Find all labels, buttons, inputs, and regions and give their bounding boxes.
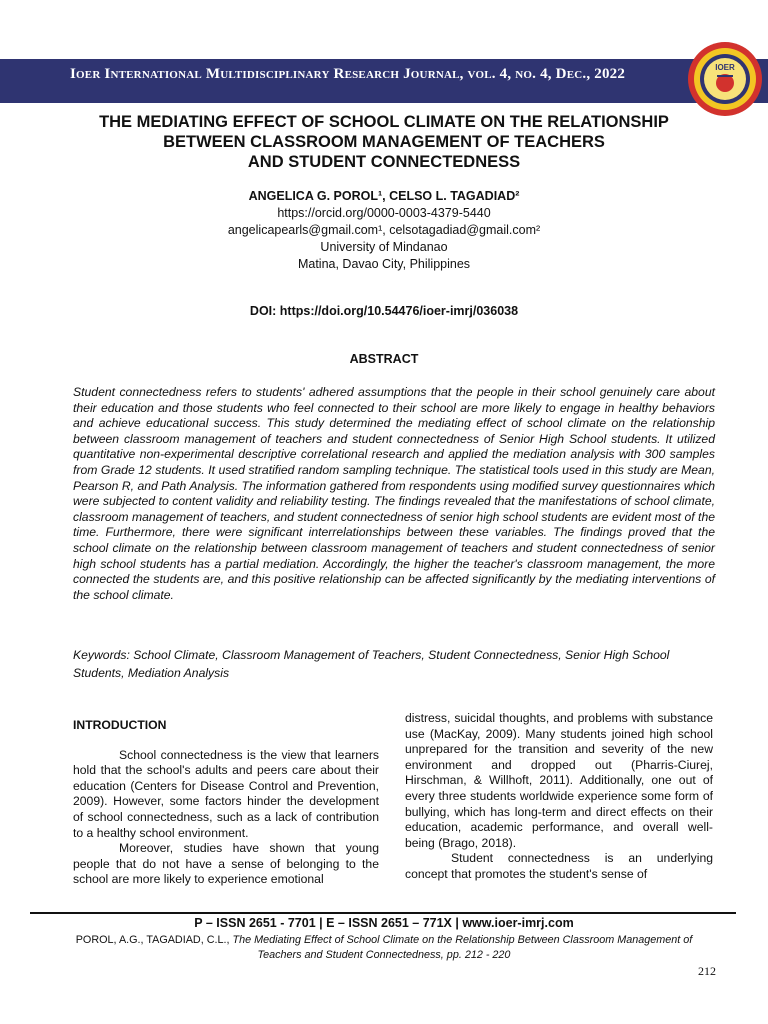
author-names: ANGELICA G. POROL¹, CELSO L. TAGADIAD² (248, 189, 520, 203)
institution: University of Mindanao (320, 240, 448, 254)
paragraph: School connectedness is the view that learners hold that the school's adults and peers care about their education (Centers for Disease Control and Prevention, 2009). However, some factors hinder the development of school connectedness, such as a lack of contribution to a healthy school environment. (73, 747, 379, 840)
citation-authors: POROL, A.G., TAGADIAD, C.L., (75, 934, 233, 946)
title-line: THE MEDIATING EFFECT OF SCHOOL CLIMATE ON THE RELATIONSHIP (99, 113, 669, 131)
doi-link[interactable]: DOI: https://doi.org/10.54476/ioer-imrj/036038 (249, 304, 519, 318)
introduction-heading: INTRODUCTION (73, 718, 167, 732)
author-emails[interactable]: angelicapearls@gmail.com¹, celsotagadiad@gmail.com² (227, 223, 541, 237)
orcid-link[interactable]: https://orcid.org/0000-0003-4379-5440 (277, 206, 491, 220)
citation (60, 933, 708, 963)
citation-title: The Mediating Effect of School Climate on the Relationship Between Classroom Management of Teachers and Student Connectedness, pp. 212 - 220 (232, 934, 693, 961)
abstract-body: Student connectedness refers to students' adhered assumptions that the people in their school genuinely care about their education and those students who feel connected to their school are more likely to engage in healthy behaviors and achieve educational success. This study determined the mediating effect of school climate on the relationship between classroom management of teachers and student connectedness of Senior High School students. It utilized quantitative non-experimental descriptive correlational research and applied the mediation analysis with 300 samples from Grade 12 students. It used stratified random sampling technique. The statistical tools used in this study are Mean, Pearson R, and Path Analysis. The information gathered from respondents using modified survey questionnaires which were subjected to content validity and reliability testing. The findings revealed that the manifestations of school climate, classroom management of teachers, and student connectedness of senior high school students are evident most of the time. Furthermore, there were significant interrelationships between these variables. The findings proved that the school climate on the relationship between classroom management of teachers and student connectedness of senior high school students has a partial mediation. Accordingly, the higher the teacher's classroom management, the more connected the students are, and this positive relationship can be affected significantly by the mediating interventions of the school climate. (73, 385, 715, 602)
keywords: Keywords: School Climate, Classroom Management of Teachers, Student Connectedness, Senior High School Students, Mediation Analysis (73, 648, 670, 680)
location: Matina, Davao City, Philippines (297, 257, 471, 271)
abstract-heading: ABSTRACT (349, 352, 419, 366)
right-column (405, 711, 713, 913)
issn-line: P – ISSN 2651 - 7701 | E – ISSN 2651 – 771X | www.ioer-imrj.com (194, 916, 574, 930)
footer-divider (30, 912, 736, 914)
title-line: AND STUDENT CONNECTEDNESS (247, 153, 521, 171)
author-block (40, 188, 728, 273)
journal-seal-icon (687, 41, 763, 117)
left-column (73, 718, 379, 914)
journal-title: Ioer International Multidisciplinary Research Journal, vol. 4, no. 4, Dec., 2022 (70, 66, 626, 82)
paragraph: Moreover, studies have shown that young people that do not have a sense of belonging to the school are more likely to experience emotional (73, 841, 379, 887)
title-line: BETWEEN CLASSROOM MANAGEMENT OF TEACHERS (163, 133, 605, 151)
paper-title (40, 112, 728, 172)
page-number: 212 (698, 964, 716, 978)
paragraph: Student connectedness is an underlying concept that promotes the student's sense of (405, 851, 713, 881)
paragraph: distress, suicidal thoughts, and problems with substance use (MacKay, 2009). Many students joined high school unprepared for the transition and severity of the new environment and dropped out (Pharris-Ciurej, Hirschman, & Willhoft, 2011). Additionally, one out of every three students worldwide experience some form of bullying, which has long-term and direct effects on their education, academic performance, and overall well-being (Brago, 2018). (405, 711, 713, 850)
logo-text: IOER (715, 63, 735, 72)
